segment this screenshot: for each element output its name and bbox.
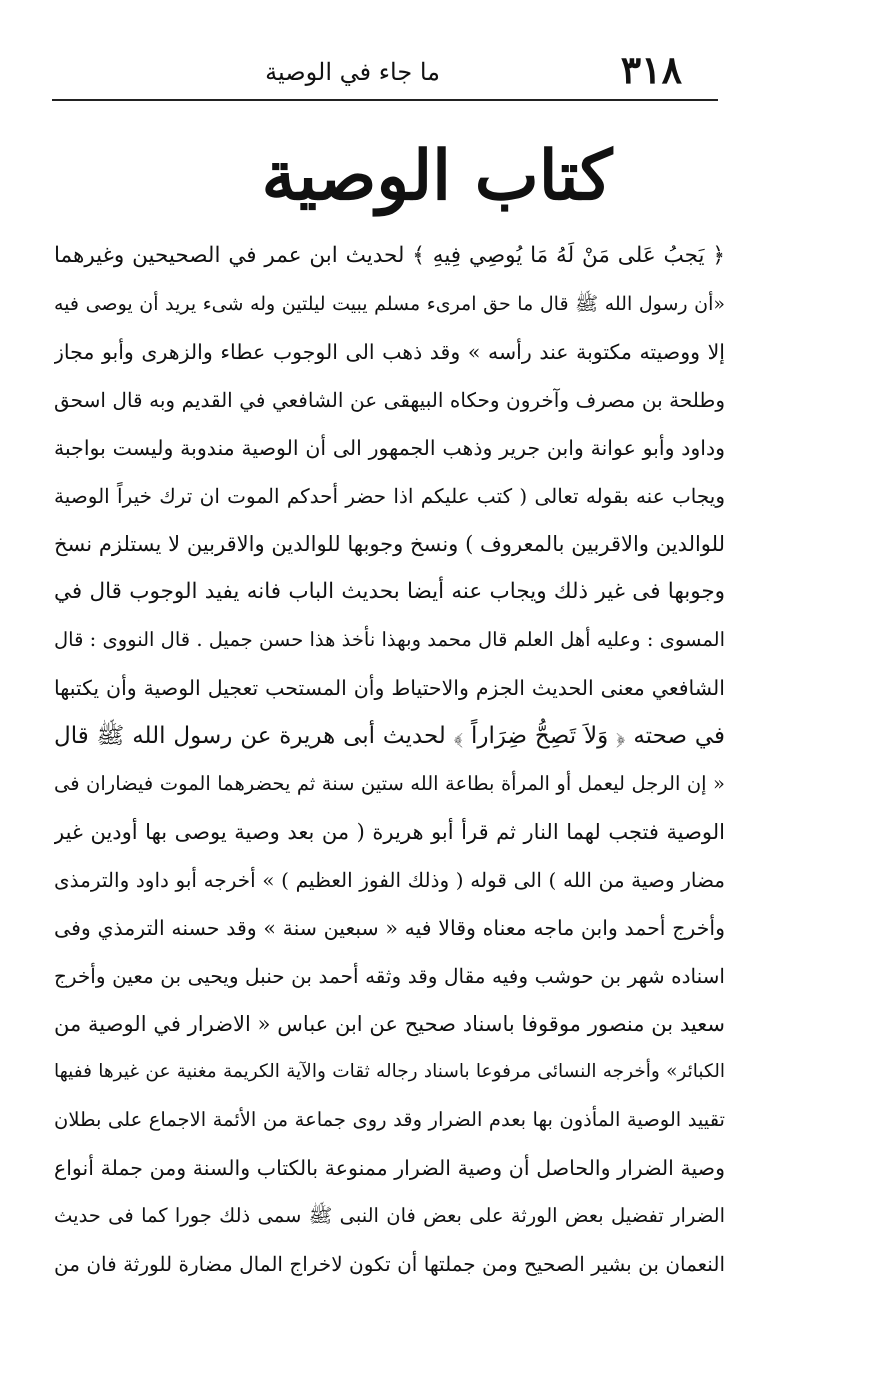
text-line: وجوبها فى غير ذلك ويجاب عنه أيضا بحديث الباب فانه يفيد الوجوب قال في [54,579,725,604]
text-line: الشافعي معنى الحديث الجزم والاحتياط وأن المستحب تعجيل الوصية وأن يكتبها [54,676,725,700]
text-line: «أن رسول الله ﷺ قال ما حق امرىء مسلم يبيت ليلتين وله شىء يريد أن يوصى فيه [54,293,725,315]
body-text [54,232,725,1282]
text-line: سعيد بن منصور موقوفا باسناد صحيح عن ابن عباس « الاضرار في الوصية من [54,1012,725,1036]
text-line: وطلحة بن مصرف وآخرون وحكاه البيهقى عن الشافعي في القديم وبه قال اسحق [54,388,725,412]
text-line: المسوى : وعليه أهل العلم قال محمد وبهذا نأخذ هذا حسن جميل . قال النووى : قال [54,628,725,651]
text-line: ويجاب عنه بقوله تعالى ( كتب عليكم اذا حضر أحدكم الموت ان ترك خيراً الوصية [54,484,725,508]
header-rule [52,99,718,101]
text-line: الضرار تفضيل بعض الورثة على بعض فان النبى ﷺ سمى ذلك جورا كما فى حديث [54,1204,725,1227]
text-line: اسناده شهر بن حوشب وفيه مقال وقد وثقه أحمد بن حنبل ويحيى بن معين وأخرج [54,964,725,988]
page-header [52,44,718,96]
text-line: وأخرج أحمد وابن ماجه معناه وقالا فيه « سبعين سنة » وقد حسنه الترمذي وفى [54,916,725,940]
text-line: « إن الرجل ليعمل أو المرأة بطاعة الله ستين سنة ثم يحضرهما الموت فيضاران فى [54,772,725,795]
text-line: إلا ووصيته مكتوبة عند رأسه » وقد ذهب الى الوجوب عطاء والزهرى وأبو مجاز [54,340,725,364]
text-line: تقييد الوصية المأذون بها بعدم الضرار وقد روى جماعة من الأئمة الاجماع على بطلان [54,1108,725,1131]
text-line: في صحته ﴿ وَلاَ تَصِحُّ ضِرَاراً ﴾ لحديث أبى هريرة عن رسول الله ﷺ قال [54,723,725,749]
running-head: ما جاء في الوصية [265,58,440,86]
text-line: النعمان بن بشير الصحيح ومن جملتها أن تكون لاخراج المال مضارة للورثة فان من [54,1252,725,1276]
text-line: مضار وصية من الله ) الى قوله ( وذلك الفوز العظيم ) » أخرجه أبو داود والترمذى [54,868,725,892]
text-line: الكبائر» وأخرجه النسائى مرفوعا باسناد رجاله ثقات والآية الكريمة مغنية عن غيرها ففيها [54,1061,725,1082]
page-number: ٣١٨ [620,47,682,92]
text-line: للوالدين والاقربين بالمعروف ) ونسخ وجوبها للوالدين والاقربين لا يستلزم نسخ [54,532,725,556]
text-line: الوصية فتجب لهما النار ثم قرأ أبو هريرة ( من بعد وصية يوصى بها أودين غير [54,820,725,844]
text-line: وداود وأبو عوانة وابن جرير وذهب الجمهور الى أن الوصية مندوبة وليست بواجبة [54,436,725,460]
text-line: ﴿ يَجبُ عَلى مَنْ لَهُ مَا يُوصِي فِيهِ ﴾ لحديث ابن عمر في الصحيحين وغيرهما [54,243,725,268]
text-line: وصية الضرار والحاصل أن وصية الضرار ممنوعة بالكتاب والسنة ومن جملة أنواع [54,1156,725,1180]
chapter-title: كتاب الوصية [261,136,613,216]
